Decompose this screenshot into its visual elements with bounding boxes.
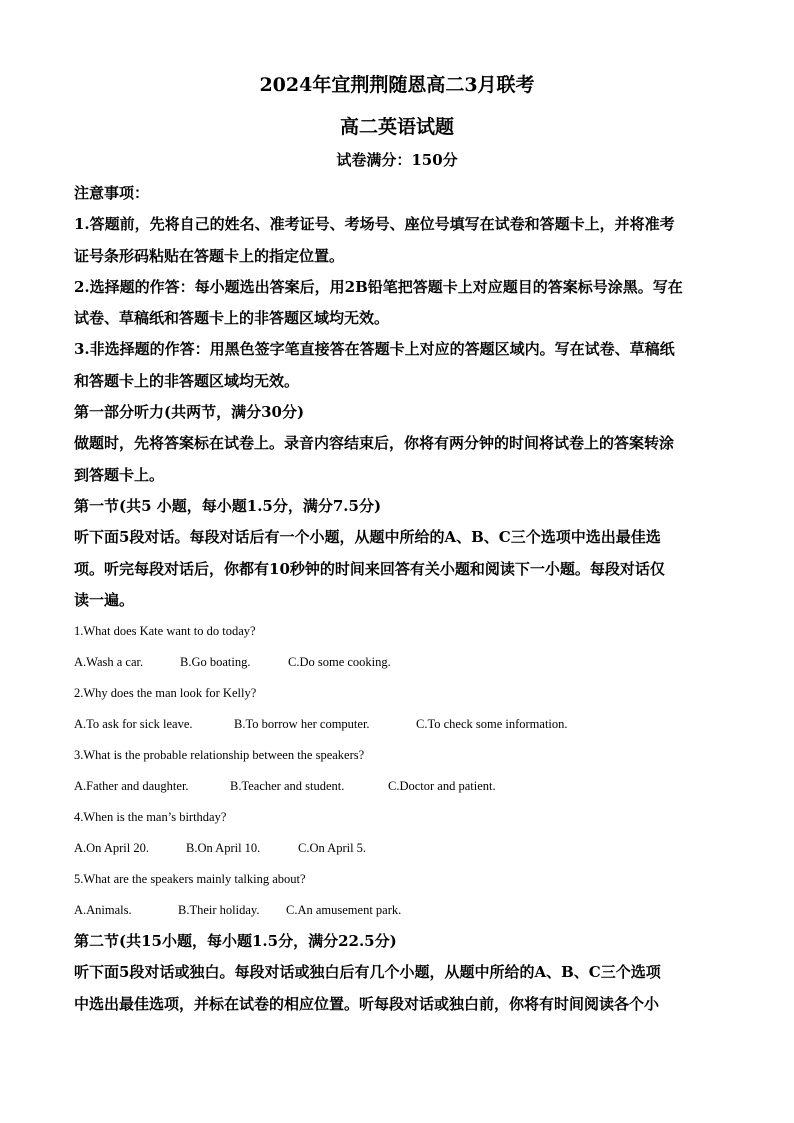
part1-intro: 到答题卡上。 [74,465,165,484]
part1-heading: 第一部分听力(共两节，满分30分) [74,403,305,422]
option-a: A.Animals. [74,903,132,918]
notice-line: 试卷、草稿纸和答题卡上的非答题区域均无效。 [74,309,390,328]
notice-line: 1.答题前，先将自己的姓名、准考证号、考场号、座位号填写在试卷和答题卡上，并将准考 [74,215,675,234]
question-options [74,709,724,740]
exam-body [74,178,724,1020]
section2-intro: 中选出最佳选项，并标在试卷的相应位置。听每段对话或独白前，你将有时间阅读各个小 [74,994,660,1013]
option-c: C.To check some information. [416,717,568,732]
exam-score: 试卷满分：150分 [336,151,458,169]
option-a: A.Wash a car. [74,655,144,670]
option-a: A.Father and daughter. [74,779,189,794]
option-c: C.Do some cooking. [288,655,391,670]
option-b: B.Go boating. [180,655,251,670]
section1-intro: 听下面5段对话。每段对话后有一个小题，从题中所给的A、B、C三个选项中选出最佳选 [74,528,661,547]
question-stem: 2.Why does the man look for Kelly? [74,686,257,701]
section1-heading: 第一节(共5 小题，每小题1.5分，满分7.5分) [74,496,382,515]
question-options [74,771,724,802]
question-stem: 3.What is the probable relationship between the speakers? [74,748,365,763]
question-stem: 4.When is the man’s birthday? [74,810,227,825]
section2-intro: 听下面5段对话或独白。每段对话或独白后有几个小题，从题中所给的A、B、C三个选项 [74,963,661,982]
option-b: B.Teacher and student. [230,779,345,794]
notice-heading: 注意事项： [74,184,150,202]
option-b: B.To borrow her computer. [234,717,370,732]
option-a: A.To ask for sick leave. [74,717,193,732]
notice-line: 证号条形码粘贴在答题卡上的指定位置。 [74,246,345,265]
option-c: C.On April 5. [298,841,367,856]
question-stem: 1.What does Kate want to do today? [74,624,256,639]
section2-heading: 第二节(共15小题，每小题1.5分，满分22.5分) [74,932,397,951]
notice-line: 2.选择题的作答：每小题选出答案后，用2B铅笔把答题卡上对应题目的答案标号涂黑。写在 [74,277,683,296]
option-b: B.On April 10. [186,841,261,856]
question-options [74,895,724,926]
section1-intro: 项。听完每段对话后，你都有10秒钟的时间来回答有关小题和阅读下一小题。每段对话仅 [74,559,665,578]
question-stem: 5.What are the speakers mainly talking about? [74,872,306,887]
option-c: C.An amusement park. [286,903,402,918]
notice-line: 3.非选择题的作答：用黑色签字笔直接答在答题卡上对应的答题区域内。写在试卷、草稿纸 [74,340,675,359]
part1-intro: 做题时，先将答案标在试卷上。录音内容结束后，你将有两分钟的时间将试卷上的答案转涂 [74,434,675,453]
question-options [74,833,724,864]
notice-line: 和答题卡上的非答题区域均无效。 [74,371,300,390]
section1-intro: 读一遍。 [74,590,135,609]
question-options [74,647,724,678]
option-c: C.Doctor and patient. [388,779,496,794]
exam-title: 2024年宜荆荆随恩高二3月联考 [259,74,535,96]
option-b: B.Their holiday. [178,903,260,918]
option-a: A.On April 20. [74,841,149,856]
exam-subtitle: 高二英语试题 [339,116,454,138]
